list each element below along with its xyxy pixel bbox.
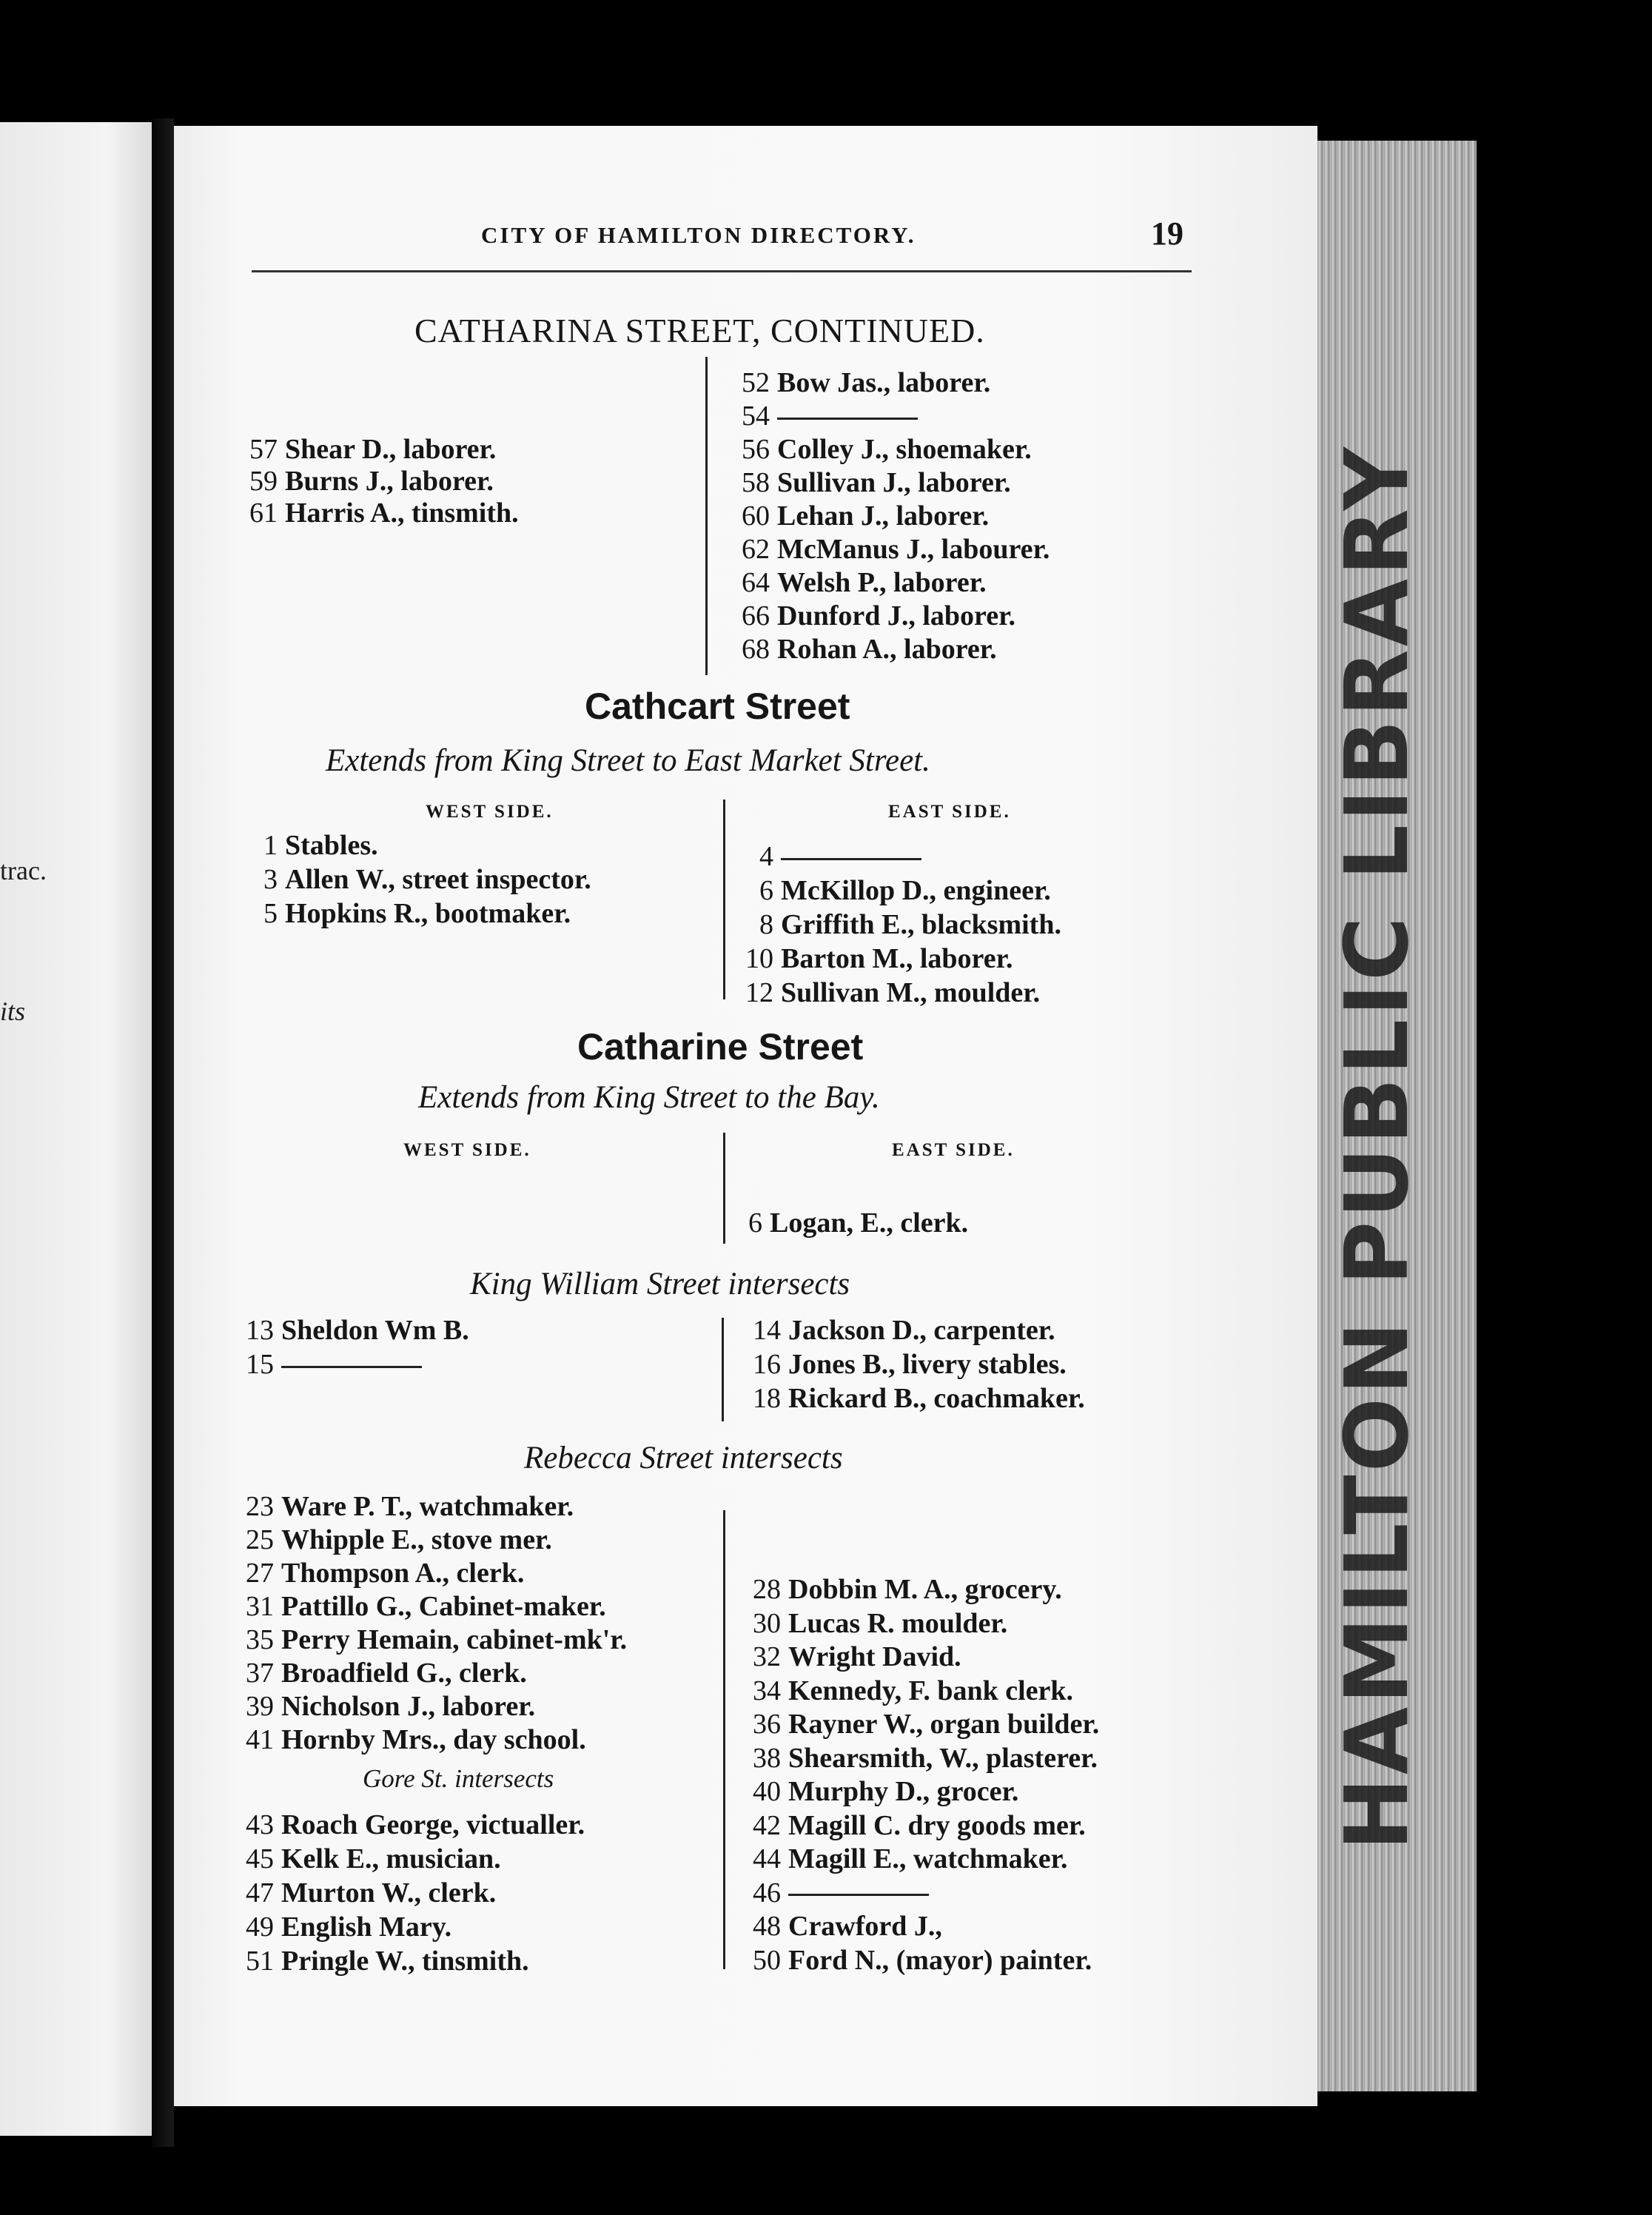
east-side-label: EAST SIDE.	[892, 1140, 1015, 1160]
house-number: 50	[753, 1944, 781, 1976]
resident-entry: Lucas R. moulder.	[788, 1607, 1008, 1639]
house-number: 44	[753, 1843, 781, 1874]
vacant-dash	[788, 1894, 929, 1896]
directory-entry	[222, 1524, 552, 1556]
directory-entry	[729, 1708, 1099, 1740]
west-side-label: WEST SIDE.	[403, 1140, 531, 1160]
resident-entry: Dobbin M. A., grocery.	[788, 1574, 1062, 1605]
house-number: 54	[742, 401, 770, 432]
directory-entry	[722, 942, 1013, 975]
house-number: 47	[246, 1877, 274, 1909]
house-number: 30	[753, 1607, 781, 1639]
house-number: 14	[753, 1315, 781, 1346]
directory-entry	[722, 840, 921, 873]
directory-entry	[718, 566, 987, 599]
resident-entry: Wright David.	[788, 1641, 961, 1672]
directory-entry	[729, 1775, 1018, 1808]
directory-entry	[222, 1723, 586, 1756]
directory-entry	[729, 1843, 1068, 1875]
directory-entry	[729, 1607, 1007, 1640]
resident-entry: Shear D., laborer.	[285, 434, 497, 465]
directory-entry	[729, 1877, 929, 1909]
intersection-note: Rebecca Street intersects	[524, 1441, 843, 1475]
house-number: 38	[753, 1742, 781, 1774]
house-number: 6	[748, 1207, 762, 1239]
resident-entry: Magill E., watchmaker.	[788, 1843, 1068, 1874]
resident-entry: Perry Hemain, cabinet-mk'r.	[281, 1624, 628, 1655]
resident-entry: Harris A., tinsmith.	[285, 497, 519, 529]
house-number: 10	[745, 943, 773, 974]
street-extent: Extends from King Street to the Bay.	[418, 1080, 880, 1115]
resident-entry: Broadfield G., clerk.	[281, 1658, 527, 1689]
directory-entry	[226, 465, 494, 497]
resident-entry: Barton M., laborer.	[781, 943, 1013, 974]
resident-entry: Nicholson J., laborer.	[281, 1691, 536, 1722]
street-extent: Extends from King Street to East Market Street.	[326, 743, 930, 778]
house-number: 3	[263, 864, 278, 895]
resident-entry: Rayner W., organ builder.	[788, 1709, 1100, 1740]
house-number: 49	[246, 1911, 274, 1943]
resident-entry: McManus J., labourer.	[777, 534, 1050, 565]
house-number: 64	[742, 567, 770, 598]
house-number: 58	[742, 467, 770, 498]
running-header: CITY OF HAMILTON DIRECTORY.	[481, 222, 916, 248]
house-number: 41	[246, 1724, 274, 1755]
house-number: 68	[742, 634, 770, 665]
gore-intersection-note: Gore St. intersects	[363, 1764, 554, 1793]
section-heading: CATHARINA STREET, CONTINUED.	[414, 312, 985, 349]
resident-entry: Dunford J., laborer.	[777, 600, 1015, 631]
resident-entry: Magill C. dry goods mer.	[788, 1809, 1086, 1841]
directory-entry	[718, 466, 1011, 499]
directory-entry	[222, 1490, 574, 1523]
directory-entry	[718, 633, 997, 666]
house-number: 37	[246, 1658, 274, 1689]
resident-entry: Welsh P., laborer.	[777, 567, 987, 598]
directory-entry	[722, 874, 1051, 907]
house-number: 5	[263, 898, 278, 929]
directory-entry	[222, 1657, 527, 1689]
resident-entry: Rickard B., coachmaker.	[788, 1383, 1085, 1414]
resident-entry: McKillop D., engineer.	[781, 875, 1051, 906]
house-number: 23	[246, 1491, 274, 1522]
house-number: 35	[246, 1624, 274, 1655]
house-number: 62	[742, 534, 770, 565]
prev-page-fragment: its	[0, 996, 26, 1026]
resident-entry: English Mary.	[281, 1911, 452, 1943]
resident-entry: Kelk E., musician.	[281, 1843, 501, 1874]
directory-entry	[226, 863, 591, 896]
directory-entry	[729, 1573, 1062, 1606]
resident-entry: Shearsmith, W., plasterer.	[788, 1742, 1098, 1774]
directory-entry	[718, 600, 1015, 632]
house-number: 28	[753, 1574, 781, 1605]
resident-entry: Burns J., laborer.	[285, 466, 494, 497]
directory-entry	[718, 500, 989, 532]
house-number: 52	[742, 367, 770, 398]
directory-entry	[226, 829, 378, 862]
house-number: 1	[263, 830, 278, 861]
resident-entry: Thompson A., clerk.	[281, 1558, 525, 1589]
directory-entry	[729, 1675, 1073, 1707]
house-number: 61	[249, 497, 278, 529]
house-number: 40	[753, 1776, 781, 1807]
prev-page-fragment: trac.	[0, 856, 47, 885]
house-number: 48	[753, 1911, 781, 1942]
resident-entry: Hopkins R., bootmaker.	[285, 898, 571, 929]
directory-entry	[729, 1382, 1085, 1415]
house-number: 34	[753, 1675, 781, 1706]
vacant-dash	[777, 418, 918, 420]
header-rule	[252, 270, 1192, 272]
directory-entry	[718, 366, 990, 399]
house-number: 12	[745, 977, 773, 1008]
resident-entry: Kennedy, F. bank clerk.	[788, 1675, 1074, 1706]
house-number: 6	[759, 875, 773, 906]
street-title: Catharine Street	[577, 1026, 864, 1068]
resident-entry: Sheldon Wm B.	[281, 1315, 469, 1346]
house-number: 8	[759, 909, 773, 940]
column-divider	[723, 1510, 725, 1969]
house-number: 43	[246, 1809, 274, 1840]
house-number: 36	[753, 1709, 781, 1740]
directory-entry	[729, 1314, 1055, 1347]
directory-entry	[718, 433, 1032, 466]
library-stamp: HAMILTON PUBLIC LIBRARY	[1326, 444, 1428, 1851]
directory-entry	[729, 1809, 1086, 1842]
house-number: 59	[249, 466, 278, 497]
house-number: 13	[246, 1315, 274, 1346]
resident-entry: Bow Jas., laborer.	[777, 367, 991, 398]
directory-entry	[222, 1877, 496, 1909]
resident-entry: Jackson D., carpenter.	[788, 1315, 1055, 1346]
house-number: 39	[246, 1691, 274, 1722]
directory-entry	[222, 1557, 524, 1589]
house-number: 25	[246, 1524, 274, 1555]
book-spine-gutter	[152, 118, 174, 2147]
resident-entry: Allen W., street inspector.	[285, 864, 591, 895]
resident-entry: Lehan J., laborer.	[777, 500, 990, 532]
directory-entry	[722, 976, 1040, 1009]
directory-entry	[226, 433, 496, 466]
resident-entry: Pringle W., tinsmith.	[281, 1946, 529, 1977]
directory-entry	[222, 1690, 535, 1723]
directory-entry	[729, 1641, 961, 1673]
house-number: 46	[753, 1877, 781, 1909]
house-number: 66	[742, 600, 770, 631]
house-number: 27	[246, 1558, 274, 1589]
east-side-label: EAST SIDE.	[888, 802, 1011, 822]
house-number: 16	[753, 1349, 781, 1380]
resident-entry: Pattillo G., Cabinet-maker.	[281, 1591, 606, 1622]
resident-entry: Ford N., (mayor) painter.	[788, 1944, 1092, 1976]
resident-entry: Jones B., livery stables.	[788, 1349, 1067, 1380]
resident-entry: Griffith E., blacksmith.	[781, 909, 1061, 940]
house-number: 31	[246, 1591, 274, 1622]
page-number: 19	[1151, 215, 1183, 252]
street-title: Cathcart Street	[585, 686, 850, 727]
resident-entry: Colley J., shoemaker.	[777, 434, 1032, 465]
resident-entry: Logan, E., clerk.	[770, 1207, 969, 1239]
directory-entry	[226, 497, 519, 529]
resident-entry: Whipple E., stove mer.	[281, 1524, 552, 1555]
vacant-dash	[281, 1366, 422, 1368]
intersection-note: King William Street intersects	[470, 1267, 850, 1301]
house-number: 51	[246, 1946, 274, 1977]
directory-entry	[222, 1945, 529, 1977]
directory-entry	[718, 533, 1050, 566]
resident-entry: Murton W., clerk.	[281, 1877, 497, 1909]
column-divider	[705, 357, 708, 675]
house-number: 42	[753, 1809, 781, 1841]
directory-entry	[226, 897, 571, 930]
directory-entry	[718, 400, 918, 432]
directory-entry	[222, 1809, 585, 1841]
directory-entry	[222, 1911, 451, 1943]
house-number: 60	[742, 500, 770, 532]
house-number: 56	[742, 434, 770, 465]
resident-entry: Crawford J.,	[788, 1911, 942, 1942]
house-number: 45	[246, 1843, 274, 1874]
directory-entry	[729, 1944, 1092, 1977]
west-side-label: WEST SIDE.	[426, 802, 554, 822]
house-number: 32	[753, 1641, 781, 1672]
resident-entry: Murphy D., grocer.	[788, 1776, 1019, 1807]
resident-entry: Ware P. T., watchmaker.	[281, 1491, 574, 1522]
house-number: 57	[249, 434, 278, 465]
house-number: 18	[753, 1383, 781, 1414]
directory-entry	[711, 1207, 968, 1239]
house-number: 15	[246, 1349, 274, 1380]
directory-entry	[222, 1623, 627, 1656]
previous-page-edge	[0, 122, 152, 2136]
directory-entry	[722, 908, 1061, 941]
directory-entry	[729, 1742, 1098, 1775]
directory-entry	[729, 1348, 1067, 1381]
resident-entry: Roach George, victualler.	[281, 1809, 585, 1840]
column-divider	[722, 1318, 724, 1421]
directory-entry	[222, 1348, 422, 1381]
directory-entry	[729, 1910, 942, 1943]
resident-entry: Rohan A., laborer.	[777, 634, 997, 665]
resident-entry: Sullivan J., laborer.	[777, 467, 1011, 498]
directory-entry	[222, 1314, 469, 1347]
house-number: 4	[759, 841, 773, 872]
directory-entry	[222, 1843, 501, 1875]
resident-entry: Sullivan M., moulder.	[781, 977, 1041, 1008]
resident-entry: Stables.	[285, 830, 378, 861]
resident-entry: Hornby Mrs., day school.	[281, 1724, 586, 1755]
vacant-dash	[781, 858, 921, 860]
directory-entry	[222, 1590, 606, 1623]
